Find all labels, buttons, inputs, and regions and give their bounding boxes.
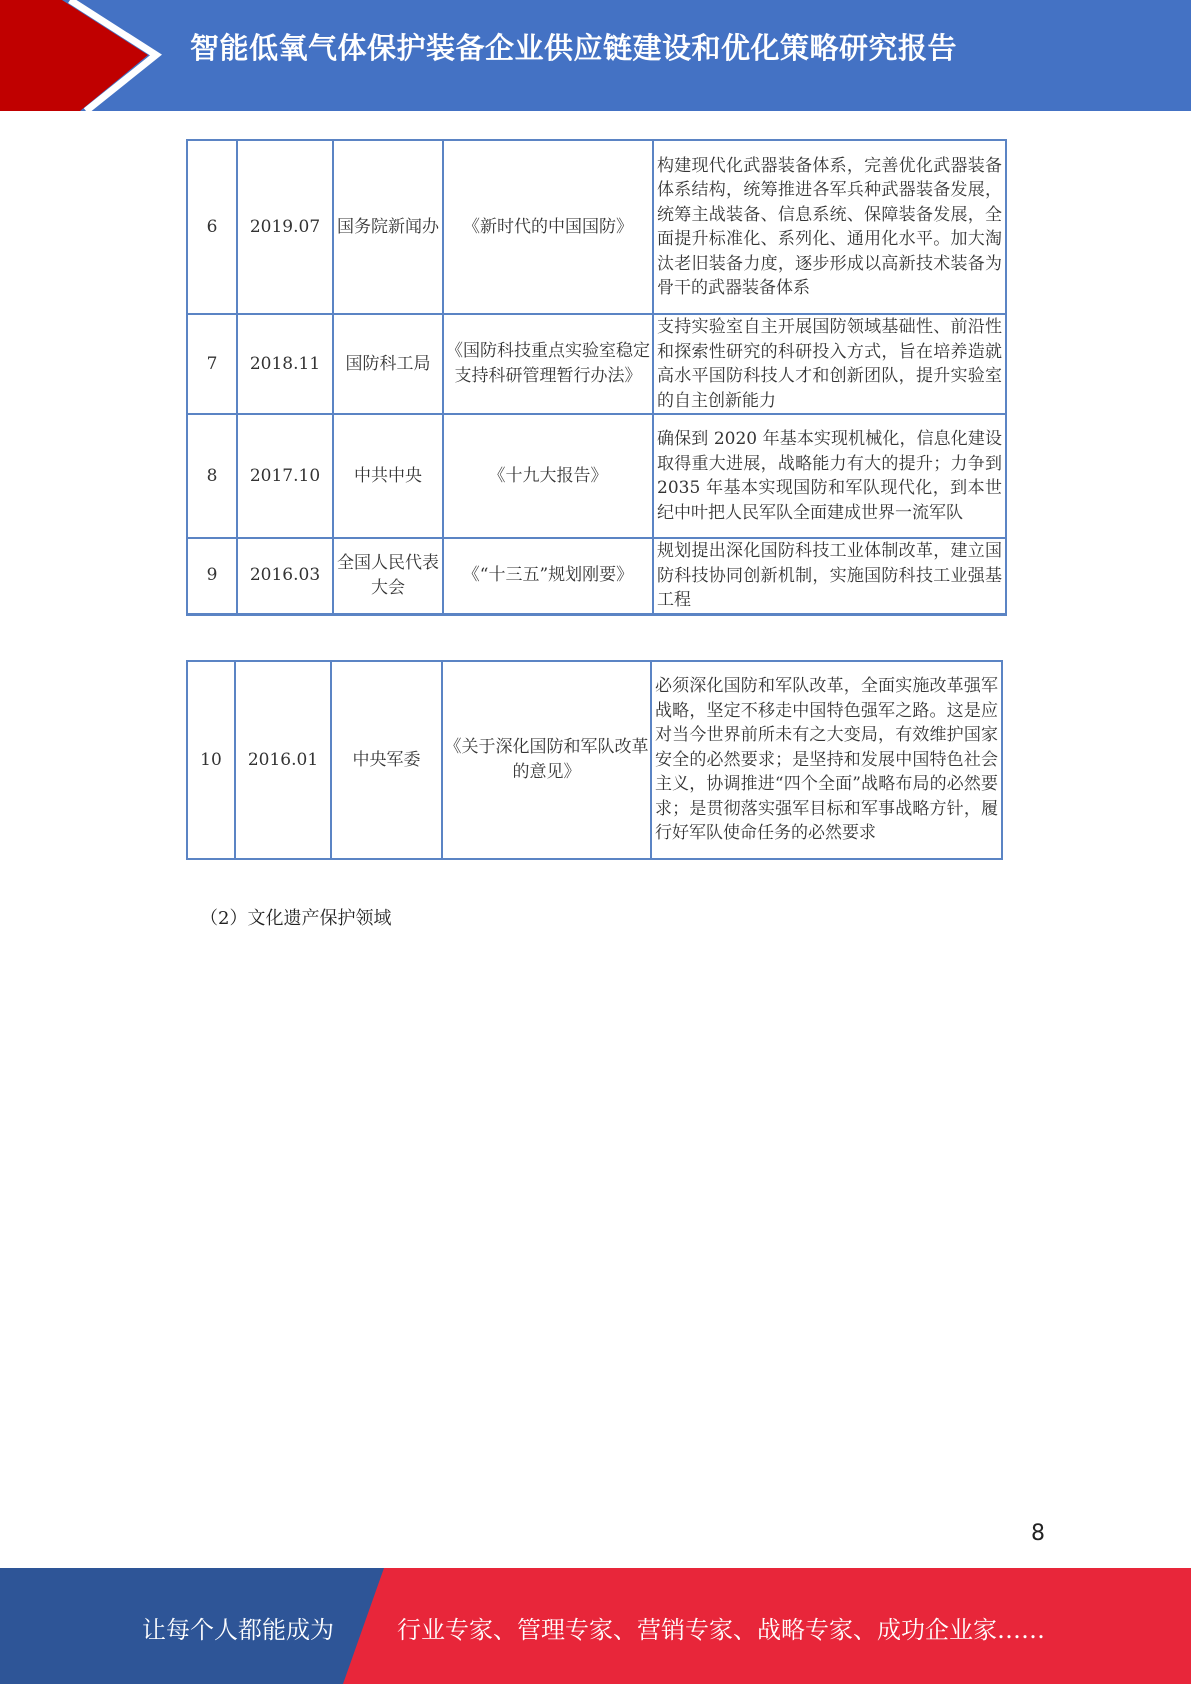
row-date: 2019.07 [237, 140, 333, 314]
table-row [187, 140, 1006, 314]
row-content: 支持实验室自主开展国防领域基础性、前沿性和探索性研究的科研投入方式，旨在培养造就高水平国防科技人才和创新团队，提升实验室的自主创新能力 [653, 314, 1006, 414]
row-content: 构建现代化武器装备体系，完善优化武器装备体系结构，统筹推进各军兵种武器装备发展，统筹主战装备、信息系统、保障装备发展，全面提升标准化、系列化、通用化水平。加大淘汰老旧装备力度，逐步形成以高新技术装备为骨干的武器装备体系 [653, 140, 1006, 314]
row-date: 2016.01 [235, 661, 331, 859]
row-number: 6 [187, 140, 237, 314]
row-date: 2018.11 [237, 314, 333, 414]
row-document: 《“十三五”规划刚要》 [443, 538, 653, 614]
policy-table-2 [186, 660, 1003, 860]
row-content: 规划提出深化国防科技工业体制改革，建立国防科技协同创新机制，实施国防科技工业强基工程 [653, 538, 1006, 614]
page-footer [0, 1568, 1191, 1684]
row-content: 确保到 2020 年基本实现机械化，信息化建设取得重大进展，战略能力有大的提升；力争到 2035 年基本实现国防和军队现代化，到本世纪中叶把人民军队全面建成世界一流军队 [653, 414, 1006, 538]
row-issuer: 中央军委 [331, 661, 442, 859]
row-issuer: 国务院新闻办 [333, 140, 443, 314]
page-number: 8 [1031, 1521, 1045, 1546]
row-number: 7 [187, 314, 237, 414]
row-document: 《新时代的中国国防》 [443, 140, 653, 314]
table-row [187, 314, 1006, 414]
row-document: 《关于深化国防和军队改革的意见》 [442, 661, 651, 859]
row-date: 2016.03 [237, 538, 333, 614]
footer-slogan-right: 行业专家、管理专家、营销专家、战略专家、成功企业家…… [397, 1616, 1045, 1644]
row-number: 10 [187, 661, 235, 859]
footer-slogan-left: 让每个人都能成为 [142, 1616, 334, 1644]
section-subheading: （2）文化遗产保护领域 [200, 908, 392, 929]
table-row [187, 661, 1002, 859]
row-date: 2017.10 [237, 414, 333, 538]
policy-table-1 [186, 139, 1007, 616]
row-number: 8 [187, 414, 237, 538]
row-issuer: 中共中央 [333, 414, 443, 538]
row-issuer: 国防科工局 [333, 314, 443, 414]
row-content: 必须深化国防和军队改革，全面实施改革强军战略，坚定不移走中国特色强军之路。这是应对当今世界前所未有之大变局，有效维护国家安全的必然要求；是坚持和发展中国特色社会主义，协调推进“四个全面”战略布局的必然要求；是贯彻落实强军目标和军事战略方针，履行好军队使命任务的必然要求 [651, 661, 1002, 859]
page-header [0, 0, 1191, 111]
row-number: 9 [187, 538, 237, 614]
row-document: 《国防科技重点实验室稳定支持科研管理暂行办法》 [443, 314, 653, 414]
row-issuer: 全国人民代表大会 [333, 538, 443, 614]
header-title: 智能低氧气体保护装备企业供应链建设和优化策略研究报告 [190, 31, 958, 65]
table-row [187, 414, 1006, 538]
table-row [187, 538, 1006, 614]
row-document: 《十九大报告》 [443, 414, 653, 538]
